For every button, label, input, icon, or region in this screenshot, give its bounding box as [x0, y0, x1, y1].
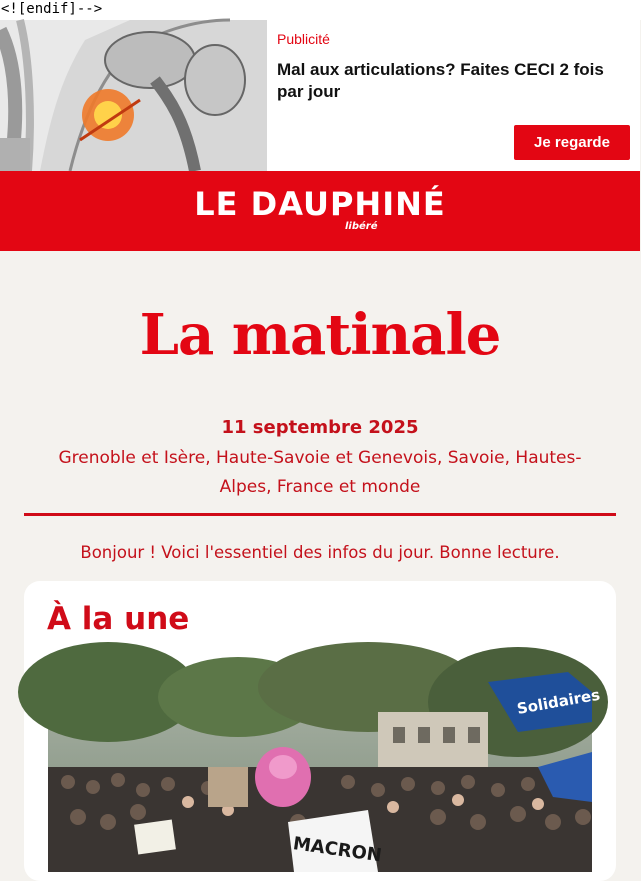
section-title: À la une [47, 601, 190, 637]
brand-name: LE DAUPHINÉ [194, 185, 446, 223]
ad-label: Publicité [277, 31, 330, 47]
headline-photo[interactable] [48, 672, 602, 872]
photo-banner-text: Solidaires [515, 685, 602, 718]
newsletter-title: La matinale [139, 302, 501, 368]
photo-sign-text: MACRON [291, 833, 384, 867]
ad-headline-link[interactable]: Mal aux articulations? Faites CECI 2 fois par jour [277, 60, 604, 101]
ad-image[interactable] [0, 20, 267, 171]
advertisement[interactable] [0, 20, 640, 171]
ad-cta-button[interactable]: Je regarde [514, 125, 630, 160]
headline-section-card [24, 581, 616, 881]
masthead [0, 171, 640, 251]
divider [24, 513, 616, 516]
greeting-text: Bonjour ! Voici l'essentiel des infos du jour. Bonne lecture. [80, 543, 560, 562]
html-comment-artifact: <![endif]--> [0, 0, 641, 20]
newsletter-date: 11 septembre 2025 [221, 417, 419, 438]
brand-logo[interactable] [0, 171, 640, 251]
newsletter-editions: Grenoble et Isère, Haute-Savoie et Genevois, Savoie, Hautes-Alpes, France et monde [58, 448, 582, 497]
brand-subtitle: libéré [345, 221, 378, 232]
